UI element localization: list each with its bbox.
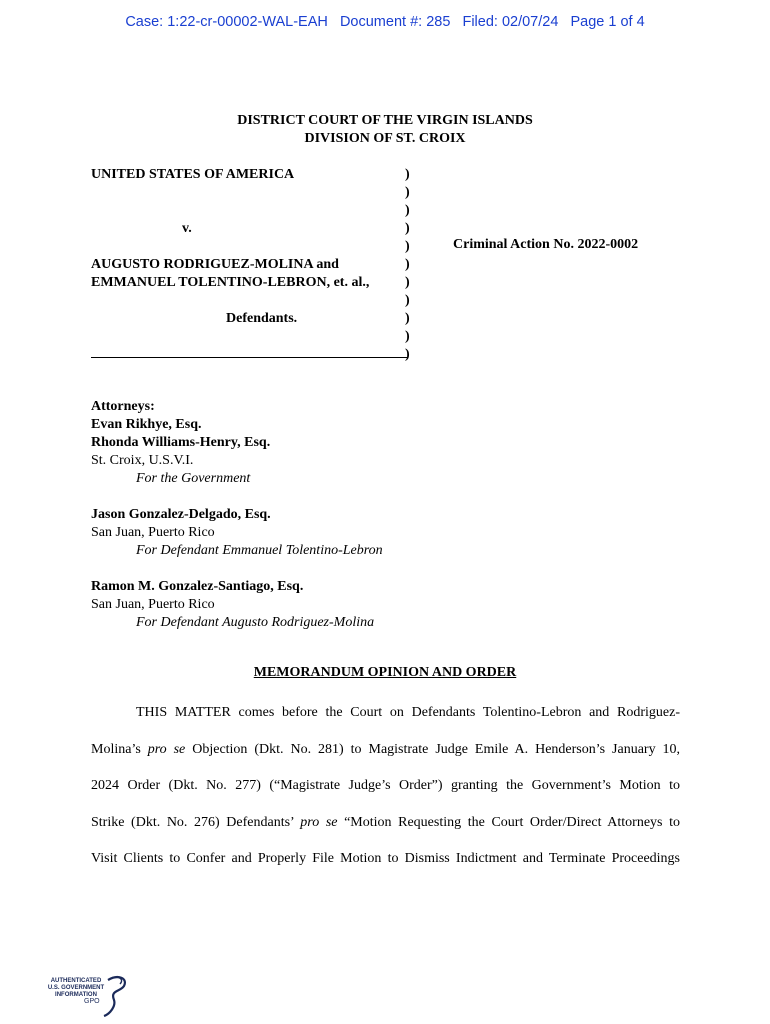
body-line-1: THIS MATTER comes before the Court on Defendants Tolentino-Lebron and Rodriguez-	[136, 705, 680, 720]
court-name: DISTRICT COURT OF THE VIRGIN ISLANDS	[237, 113, 533, 128]
text-run: Strike (Dkt. No. 276) Defendants’	[91, 814, 301, 830]
paren: )	[405, 167, 410, 182]
def2-location: San Juan, Puerto Rico	[91, 597, 215, 612]
memo-title: MEMORANDUM OPINION AND ORDER	[253, 665, 517, 680]
body-line-2	[91, 741, 680, 778]
court-division: DIVISION OF ST. CROIX	[304, 131, 466, 146]
attorney-list	[91, 398, 691, 632]
paren: )	[405, 311, 410, 326]
filing-stamp: Case: 1:22-cr-00002-WAL-EAH Document #: 285 Filed: 02/07/24 Page 1 of 4	[125, 14, 645, 30]
defendant-name-2: EMMANUEL TOLENTINO-LEBRON, et. al.,	[91, 275, 370, 290]
text-run: Molina’s	[91, 741, 148, 757]
paren: )	[405, 347, 410, 362]
caption-parentheses	[405, 166, 410, 364]
gov-attorney-1: Evan Rikhye, Esq.	[91, 417, 202, 432]
text-run: Objection (Dkt. No. 281) to Magistrate Judge Emile A. Henderson’s January 10,	[185, 741, 681, 757]
case-number: Criminal Action No. 2022-0002	[453, 237, 639, 252]
eagle-icon	[100, 974, 130, 1018]
italic-run: pro se	[147, 741, 186, 757]
paren: )	[405, 239, 410, 254]
gov-representation: For the Government	[136, 471, 251, 486]
def2-representation: For Defendant Augusto Rodriguez-Molina	[136, 615, 375, 630]
logo-text	[44, 978, 108, 999]
logo-line: AUTHENTICATED	[50, 978, 102, 984]
versus-label: v.	[182, 221, 192, 236]
opinion-body	[91, 704, 680, 887]
body-line-3: 2024 Order (Dkt. No. 277) (“Magistrate Judge’s Order”) granting the Government’s Motion to	[91, 778, 680, 793]
paren: )	[405, 203, 410, 218]
gpo-authentication-logo	[44, 974, 134, 1018]
def2-attorney: Ramon M. Gonzalez-Santiago, Esq.	[91, 579, 304, 594]
gov-attorney-2: Rhonda Williams-Henry, Esq.	[91, 435, 271, 450]
plaintiff-name: UNITED STATES OF AMERICA	[91, 167, 295, 182]
body-line-4	[91, 814, 680, 851]
paren: )	[405, 293, 410, 308]
def1-attorney: Jason Gonzalez-Delgado, Esq.	[91, 507, 271, 522]
body-line-5: Visit Clients to Confer and Properly File Motion to Dismiss Indictment and Terminate Proceedings	[91, 851, 680, 866]
def1-location: San Juan, Puerto Rico	[91, 525, 215, 540]
caption-underline	[91, 357, 407, 358]
defendants-label: Defendants.	[226, 311, 298, 326]
court-heading	[0, 112, 770, 148]
attorneys-heading: Attorneys:	[91, 399, 155, 414]
text-run: “Motion Requesting the Court Order/Direct Attorneys to	[337, 814, 680, 830]
case-caption	[91, 166, 411, 328]
italic-run: pro se	[300, 814, 338, 830]
logo-line: INFORMATION	[55, 992, 97, 998]
paren: )	[405, 185, 410, 200]
logo-line: U.S. GOVERNMENT	[47, 985, 105, 991]
paren: )	[405, 221, 410, 236]
def1-representation: For Defendant Emmanuel Tolentino-Lebron	[136, 543, 383, 558]
gov-location: St. Croix, U.S.V.I.	[91, 453, 194, 468]
paren: )	[405, 329, 410, 344]
paren: )	[405, 257, 410, 272]
logo-gpo-text: GPO	[84, 998, 100, 1005]
paren: )	[405, 275, 410, 290]
defendant-name-1: AUGUSTO RODRIGUEZ-MOLINA and	[91, 257, 339, 272]
